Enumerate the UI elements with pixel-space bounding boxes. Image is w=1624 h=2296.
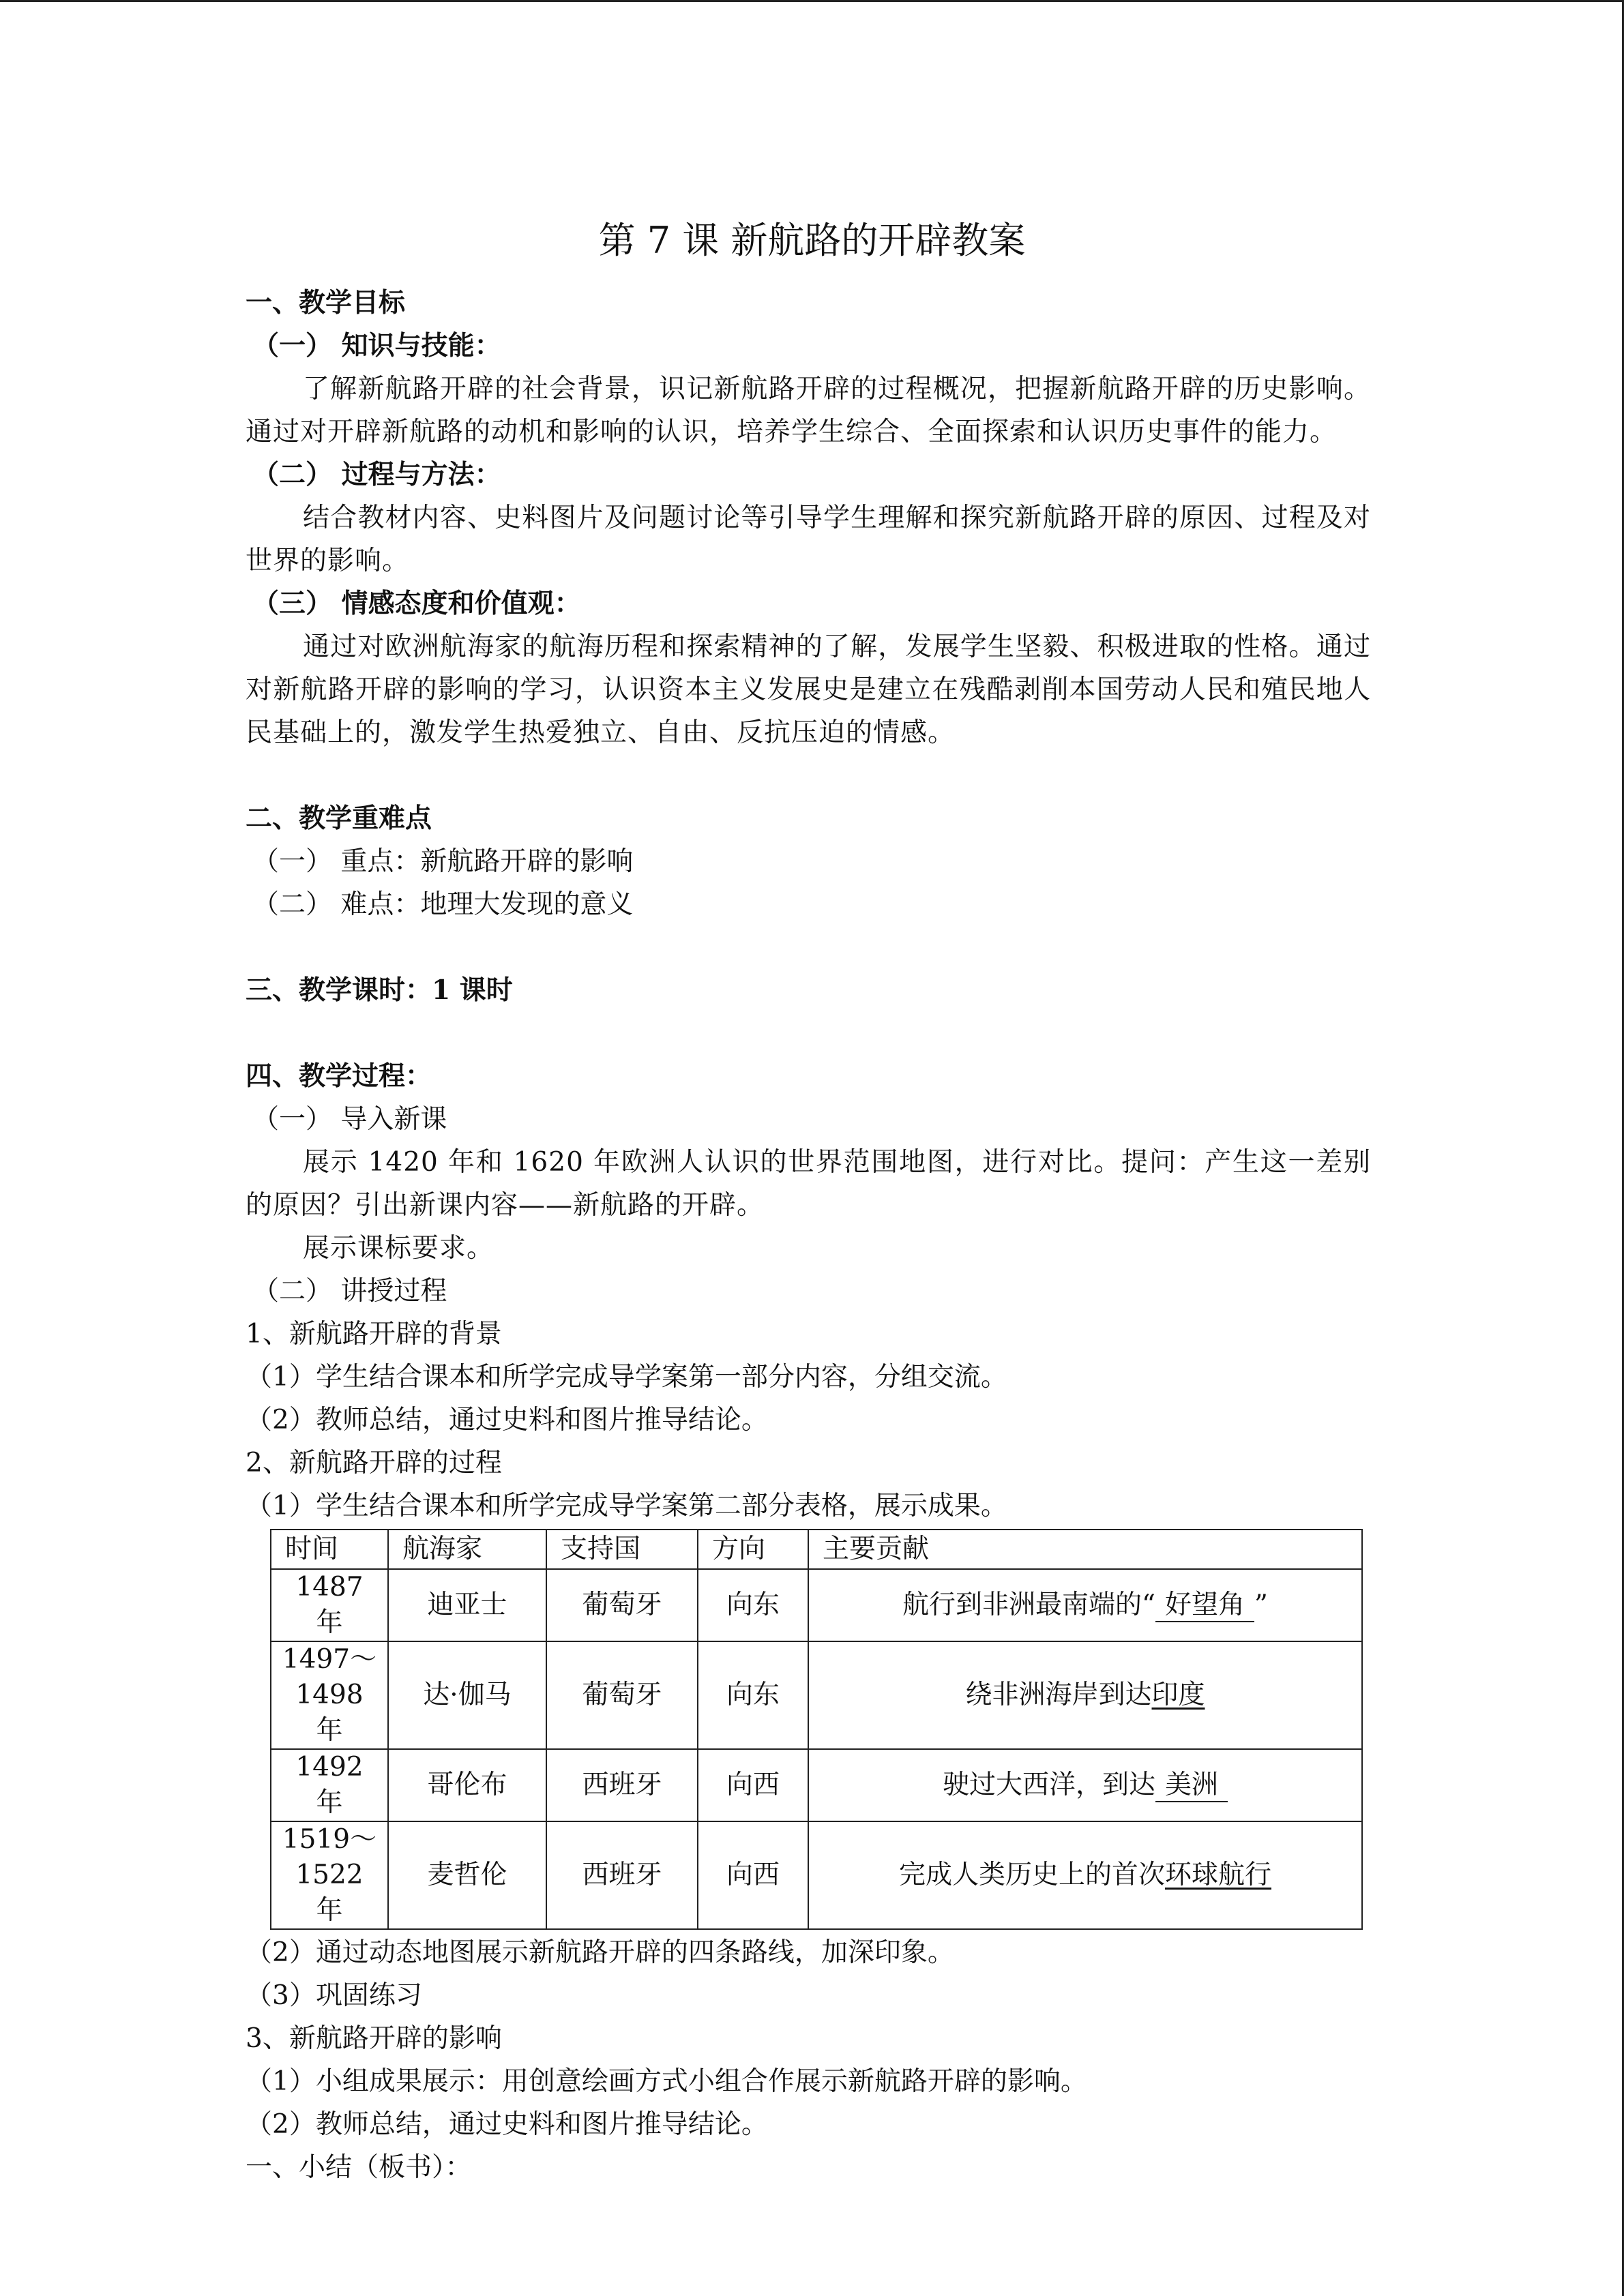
step-process-1: （1）学生结合课本和所学完成导学案第二部分表格，展示成果。 [246,1491,1007,1521]
cell-direction: 向西 [698,1821,808,1929]
cell-navigator: 迪亚士 [388,1569,546,1641]
subheading-lecture: （二） 讲授过程 [252,1276,447,1307]
table-row [271,1569,1362,1641]
voyages-table [270,1529,1363,1930]
contribution-text: 航行到非洲最南端的“ [902,1590,1155,1620]
answer-underlined: 环球航行 [1165,1860,1272,1890]
cell-time: 1519～1522 年 [271,1821,388,1929]
contribution-suffix: ” [1254,1590,1268,1620]
step-impact-1: （1）小组成果展示：用创意绘画方式小组合作展示新航路开辟的影响。 [246,2066,1087,2097]
cell-time: 1487 年 [271,1569,388,1641]
cell-contribution [808,1749,1362,1821]
answer-blank: 好望角 [1155,1590,1254,1622]
cell-direction: 向东 [698,1569,808,1641]
paragraph-knowledge-skills: 了解新航路开辟的社会背景，识记新航路开辟的过程概况，把握新航路开辟的历史影响。通过对开辟新航路的动机和影响的认识，培养学生综合、全面探索和认识历史事件的能力。 [246,374,1371,447]
cell-navigator: 麦哲伦 [388,1821,546,1929]
cell-contribution [808,1641,1362,1749]
cell-contribution [808,1821,1362,1929]
section-heading-teaching-process: 四、教学过程： [246,1060,432,1092]
paragraph-process-methods: 结合教材内容、史料图片及问题讨论等引导学生理解和探究新航路开辟的原因、过程及对世界的影响。 [246,503,1371,576]
table-header-row [271,1530,1362,1569]
summary-heading: 一、小结（板书）： [246,2152,472,2183]
contribution-text: 驶过大西洋，到达 [942,1770,1155,1800]
cell-country: 葡萄牙 [546,1569,698,1641]
cell-time: 1497～1498 年 [271,1641,388,1749]
difficult-point-line: （二） 难点：地理大发现的意义 [252,889,634,920]
subheading-process-methods: （二） 过程与方法： [252,459,501,490]
subheading-knowledge-skills: （一） 知识与技能： [252,330,501,361]
topic-process: 2、新航路开辟的过程 [246,1448,502,1478]
table-row [271,1821,1362,1929]
cell-country: 西班牙 [546,1749,698,1821]
cell-direction: 向西 [698,1749,808,1821]
key-point-line: （一） 重点：新航路开辟的影响 [252,846,634,877]
cell-navigator: 哥伦布 [388,1749,546,1821]
step-background-2: （2）教师总结，通过史料和图片推导结论。 [246,1405,768,1435]
contribution-text: 绕非洲海岸到达 [965,1680,1152,1710]
table-row [271,1749,1362,1821]
contribution-text: 完成人类历史上的首次 [898,1860,1165,1890]
document-body [246,282,1371,2189]
header-country: 支持国 [546,1530,698,1569]
cell-country: 葡萄牙 [546,1641,698,1749]
paragraph-intro: 展示 1420 年和 1620 年欧洲人认识的世界范围地图，进行对比。提问：产生这一差别的原因？引出新课内容——新航路的开辟。 [246,1147,1371,1221]
cell-time: 1492 年 [271,1749,388,1821]
topic-impact: 3、新航路开辟的影响 [246,2023,502,2054]
cell-country: 西班牙 [546,1821,698,1929]
section-heading-key-points: 二、教学重难点 [246,803,432,834]
step-impact-2: （2）教师总结，通过史料和图片推导结论。 [246,2109,768,2140]
section-heading-objectives: 一、教学目标 [246,287,406,318]
topic-background: 1、新航路开辟的背景 [246,1319,502,1350]
step-background-1: （1）学生结合课本和所学完成导学案第一部分内容，分组交流。 [246,1362,1007,1392]
document-title: 第 7 课 新航路的开辟教案 [598,219,1026,262]
cell-navigator: 达·伽马 [388,1641,546,1749]
subheading-emotion-values: （三） 情感态度和价值观： [252,588,581,619]
header-direction: 方向 [698,1530,808,1569]
answer-blank: 美洲 [1155,1770,1228,1802]
cell-contribution [808,1569,1362,1641]
section-heading-class-hours: 三、教学课时：1 课时 [246,974,513,1006]
subheading-intro: （一） 导入新课 [252,1104,447,1135]
header-navigator: 航海家 [388,1530,546,1569]
answer-underlined: 印度 [1151,1680,1205,1710]
step-process-3: （3）巩固练习 [246,1980,422,2011]
header-time: 时间 [271,1530,388,1569]
header-contribution: 主要贡献 [808,1530,1362,1569]
paragraph-emotion-values: 通过对欧洲航海家的航海历程和探索精神的了解，发展学生坚毅、积极进取的性格。通过对新航路开辟的影响的学习，认识资本主义发展史是建立在残酷剥削本国劳动人民和殖民地人民基础上的，激发学生热爱独立、自由、反抗压迫的情感。 [246,631,1371,748]
step-process-2: （2）通过动态地图展示新航路开辟的四条路线，加深印象。 [246,1937,954,1968]
cell-direction: 向东 [698,1641,808,1749]
paragraph-curriculum: 展示课标要求。 [303,1233,494,1264]
table-row [271,1641,1362,1749]
